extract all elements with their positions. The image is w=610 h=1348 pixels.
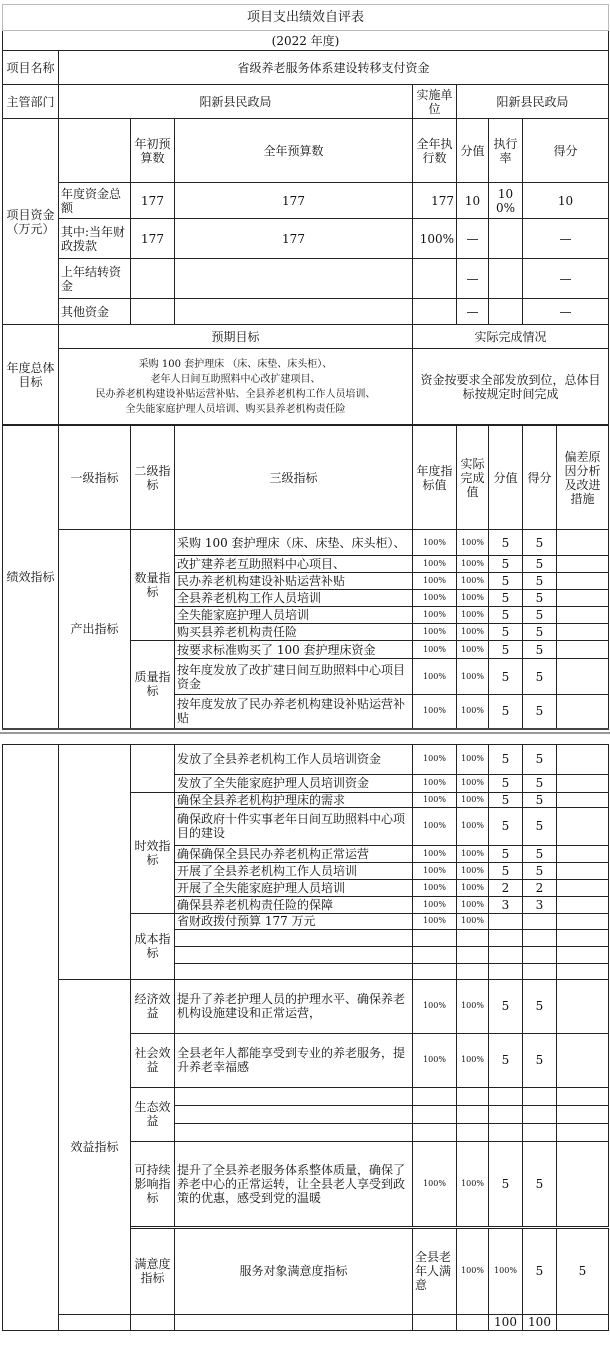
perf-row-score: 5 [523,744,557,774]
empty-cell [175,946,413,963]
quality-label: 质量指标 [131,641,175,729]
project-name-value: 省级养老服务体系建设转移支付资金 [59,51,609,85]
perf-row-text: 确保政府十件实事老年日间互助照料中心项目的建设 [175,807,413,845]
perf-row-text: 发放了全失能家庭护理人员培训资金 [175,774,413,792]
perf-level3-header: 三级指标 [175,426,413,530]
perf-row-deviation [557,774,609,792]
perf-row-actual: 100% [457,607,489,624]
perf-row-target: 100% [413,607,457,624]
perf-row-deviation [557,641,609,659]
service-label: 服务对象满意度指标 [175,1228,413,1314]
perf-row-actual: 100% [457,807,489,845]
funds-row-fullyear: 177 [175,219,413,259]
perf-row-target: 100% [413,1033,457,1087]
goals-expected-header: 预期目标 [59,325,413,349]
perf-row-text: 按年度发放了民办养老机构建设补贴运营补贴 [175,695,413,729]
perf-row-text: 提升了养老护理人员的护理水平、确保养老机构设施建设和正常运营， [175,979,413,1033]
perf-row-target: 100% [413,774,457,792]
goals-actual-header: 实际完成情况 [413,325,609,349]
empty-cell [557,963,609,979]
empty-cell [457,963,489,979]
perf-row-score: 5 [523,530,557,556]
perf-row-actual: 100% [457,744,489,774]
empty-cell [523,1123,557,1141]
perf-deviation-header: 偏差原因分析及改进措施 [557,426,609,530]
perf-row-text: 改扩建养老互助照料中心项目、 [175,556,413,573]
cost-label: 成本指标 [131,913,175,979]
perf-row-score: 5 [523,556,557,573]
empty-cell [457,929,489,946]
perf-row-score: 5 [523,845,557,862]
econ-label: 经济效益 [131,979,175,1033]
perf-row-score: 5 [523,607,557,624]
funds-blank [59,119,131,183]
empty-cell [557,1105,609,1123]
funds-row-executed: 100% [413,219,457,259]
perf-actual-header: 实际完成值 [457,426,489,530]
funds-row-execrate: 100% [489,183,523,219]
empty-cell [557,946,609,963]
perf-row-target: 100% [413,862,457,879]
funds-executed-header: 全年执行数 [413,119,457,183]
perf-row-actual: 100% [457,530,489,556]
perf-row-text: 确保确保全县民办养老机构正常运营 [175,845,413,862]
empty-cell [523,1087,557,1105]
empty-cell [175,1105,413,1123]
perf-row-text: 全县老年人满意 [413,1228,457,1314]
project-name-label: 项目名称 [3,51,59,85]
perf-row-deviation [557,807,609,845]
perf-row-deviation [557,1141,609,1226]
perf-row-actual: 100% [457,659,489,695]
perf-row-deviation [557,1033,609,1087]
funds-fullyear-header: 全年预算数 [175,119,413,183]
empty-cell [523,963,557,979]
perf-row-actual: 100% [457,641,489,659]
perf-row-value: 5 [489,556,523,573]
perf-level1-header: 一级指标 [59,426,131,530]
funds-row-score: — [523,219,609,259]
empty-cell [413,1087,457,1105]
funds-row-initial [131,259,175,299]
perf-value-header: 分值 [489,426,523,530]
timeliness-label: 时效指标 [131,792,175,913]
empty-cell [489,946,523,963]
empty-cell [457,1123,489,1141]
perf-row-score: 5 [523,659,557,695]
total-cell [413,1314,457,1330]
perf-row-text: 购买县养老机构责任险 [175,624,413,641]
perf-row-target: 100% [413,913,457,929]
funds-row-label: 其他资金 [59,299,131,325]
perf-row-actual: 100% [457,879,489,896]
perf-row-deviation [557,556,609,573]
perf-row-deviation [557,590,609,607]
perf-row-target: 100% [413,590,457,607]
perf-row-actual: 100% [457,792,489,807]
funds-row-fullyear: 177 [175,183,413,219]
perf-row-score: 5 [557,1228,609,1314]
perf-row-text: 开展了全失能家庭护理人员培训 [175,879,413,896]
funds-row-label: 年度资金总额 [59,183,131,219]
funds-row-scorevalue: 10 [457,183,489,219]
funds-row-executed [413,299,457,325]
perf-row-value: 5 [489,641,523,659]
output-label: 产出指标 [59,530,131,729]
empty-cell [489,1087,523,1105]
empty-cell [557,1123,609,1141]
empty-cell [489,1123,523,1141]
form-year: (2022 年度) [3,31,609,51]
funds-row-initial: 177 [131,183,175,219]
perf-row-value: 5 [489,774,523,792]
form-title: 项目支出绩效自评表 [3,5,609,31]
empty-cell [413,929,457,946]
perf-row-deviation [557,913,609,929]
perf-row-score: 5 [523,979,557,1033]
funds-score-header: 得分 [523,119,609,183]
satisfaction-label: 满意度指标 [131,1228,175,1314]
funds-row-fullyear [175,299,413,325]
perf-row-score: 5 [523,695,557,729]
total-cell [175,1314,413,1330]
perf-row-value: 5 [489,659,523,695]
perf-row-target: 100% [413,624,457,641]
perf-row-actual: 100% [457,913,489,929]
perf-row-deviation [557,879,609,896]
total-cell [457,1314,489,1330]
perf-row-target: 100% [413,641,457,659]
funds-label: 项目资金（万元） [3,119,59,325]
output-label-cont [59,744,131,979]
perf-row-target: 100% [413,556,457,573]
funds-row-scorevalue: — [457,219,489,259]
perf-row-deviation [557,862,609,879]
perf-row-deviation [557,792,609,807]
funds-row-scorevalue: — [457,299,489,325]
perf-row-value: 5 [489,1141,523,1226]
perf-table-lower [2,744,609,1331]
total-score: 100 [523,1314,557,1330]
empty-cell [457,1105,489,1123]
goals-expected-text: 采购 100 套护理床 （床、床垫、床头柜）、 老年人日间互助照料中心改扩建项目、 民办养老机构建设补贴运营补贴、全县养老机构工作人员培训、 全失能家庭护理人员培训、购买县养老机构责任险 [59,349,413,425]
empty-cell [413,1123,457,1141]
empty-cell [413,946,457,963]
perf-row-value: 5 [489,792,523,807]
funds-row-executed [413,259,457,299]
perf-row-target: 100% [413,573,457,590]
perf-row-value: 5 [489,1033,523,1087]
perf-row-value: 5 [523,1228,557,1314]
empty-cell [523,929,557,946]
dept-value: 阳新县民政局 [59,85,413,119]
perf-table-upper [2,425,609,730]
total-cell [59,1314,131,1330]
perf-row-text: 发放了全县养老机构工作人员培训资金 [175,744,413,774]
perf-row-actual: 100% [457,556,489,573]
perf-row-score: 5 [523,641,557,659]
perf-row-text: 确保县养老机构责任险的保障 [175,896,413,913]
sustain-label: 可持续影响指标 [131,1141,175,1226]
perf-row-score: 5 [523,1141,557,1226]
perf-row-deviation [557,695,609,729]
social-label: 社会效益 [131,1033,175,1087]
perf-row-text: 开展了全县养老机构工作人员培训 [175,862,413,879]
perf-row-deviation [557,530,609,556]
impl-value: 阳新县民政局 [457,85,609,119]
funds-row-fullyear [175,259,413,299]
perf-row-target: 100% [413,807,457,845]
perf-row-target: 100% [413,744,457,774]
perf-row-value: 5 [489,573,523,590]
empty-cell [557,1087,609,1105]
funds-row-score: 10 [523,183,609,219]
perf-row-target: 100% [413,792,457,807]
perf-row-deviation [557,744,609,774]
perf-row-deviation [557,979,609,1033]
funds-row-execrate [489,299,523,325]
perf-row-actual: 100% [457,590,489,607]
perf-row-actual: 100% [457,573,489,590]
empty-cell [489,963,523,979]
perf-row-deviation [557,624,609,641]
perf-row-score: 5 [523,807,557,845]
perf-row-target: 100% [413,879,457,896]
goals-label: 年度总体目标 [3,325,59,425]
perf-row-value: 5 [489,607,523,624]
empty-cell [175,963,413,979]
perf-row-score: 5 [523,573,557,590]
total-value: 100 [489,1314,523,1330]
dept-label: 主管部门 [3,85,59,119]
perf-row-target: 100% [413,845,457,862]
perf-row-text: 民办养老机构建设补贴运营补贴 [175,573,413,590]
funds-row-execrate [489,259,523,299]
perf-row-actual: 100% [457,1033,489,1087]
funds-row-label: 上年结转资金 [59,259,131,299]
empty-cell [489,929,523,946]
empty-cell [413,1105,457,1123]
perf-label: 绩效指标 [3,426,59,729]
funds-row-execrate [489,219,523,259]
perf-row-value: 5 [489,979,523,1033]
perf-row-text: 按要求标准购买了 100 套护理床资金 [175,641,413,659]
perf-row-text: 采购 100 套护理床（床、床垫、床头柜）、 [175,530,413,556]
perf-row-score: 5 [523,590,557,607]
empty-cell [175,1123,413,1141]
perf-row-deviation [557,607,609,624]
perf-target-header: 年度指标值 [413,426,457,530]
perf-row-target: 100% [413,979,457,1033]
perf-row-score: 5 [523,1033,557,1087]
empty-cell [523,946,557,963]
perf-row-actual: 100% [457,896,489,913]
funds-row-initial [131,299,175,325]
perf-row-value: 5 [489,862,523,879]
perf-row-target: 100% [413,659,457,695]
empty-cell [557,929,609,946]
page-break [0,732,610,744]
empty-cell [457,946,489,963]
empty-cell [523,1105,557,1123]
perf-row-value: 5 [489,695,523,729]
perf-score-header: 得分 [523,426,557,530]
perf-row-score: 3 [523,896,557,913]
perf-row-target: 100% [413,530,457,556]
funds-row-score: — [523,299,609,325]
perf-level2-header: 二级指标 [131,426,175,530]
funds-row-initial: 177 [131,219,175,259]
funds-initial-header: 年初预算数 [131,119,175,183]
perf-row-value: 5 [489,590,523,607]
perf-row-score [523,913,557,929]
perf-row-deviation [557,896,609,913]
total-cell [131,1314,175,1330]
perf-row-score: 5 [523,792,557,807]
perf-row-value: 2 [489,879,523,896]
perf-row-text: 提升了全县养老服务体系整体质量，确保了养老中心的正常运转，让全县老人享受到政策的优惠，感受到党的温暖 [175,1141,413,1226]
perf-row-value: 5 [489,530,523,556]
perf-row-actual: 100% [457,774,489,792]
perf-row-deviation [557,659,609,695]
perf-row-actual: 100% [457,624,489,641]
total-cell [557,1314,609,1330]
perf-row-value [489,913,523,929]
perf-row-target: 100% [413,695,457,729]
perf-row-actual: 100% [457,979,489,1033]
perf-row-value: 5 [489,845,523,862]
perf-row-score: 5 [523,624,557,641]
perf-row-target: 100% [413,1141,457,1226]
empty-cell [457,1087,489,1105]
perf-label-cont [3,744,59,1330]
perf-row-actual: 100% [457,845,489,862]
benefit-label: 效益指标 [59,979,131,1314]
quality-label-cont [131,744,175,792]
perf-row-target: 100% [413,896,457,913]
perf-row-score: 5 [523,862,557,879]
goals-actual-text: 资金按要求全部发放到位，总体目标按规定时间完成 [413,349,609,425]
perf-row-text: 按年度发放了改扩建日间互助照料中心项目资金 [175,659,413,695]
impl-label: 实施单位 [413,85,457,119]
perf-row-target: 100% [457,1228,489,1314]
funds-scorevalue-header: 分值 [457,119,489,183]
empty-cell [175,929,413,946]
funds-execrate-header: 执行率 [489,119,523,183]
perf-row-actual: 100% [489,1228,523,1314]
perf-row-deviation [557,845,609,862]
perf-row-value: 5 [489,807,523,845]
perf-row-actual: 100% [457,862,489,879]
empty-cell [175,1087,413,1105]
perf-row-text: 全失能家庭护理人员培训 [175,607,413,624]
perf-row-score: 2 [523,879,557,896]
evaluation-table-upper [2,4,609,425]
perf-row-text: 全县养老机构工作人员培训 [175,590,413,607]
perf-row-value: 5 [489,744,523,774]
empty-cell [413,963,457,979]
qty-label: 数量指标 [131,530,175,641]
perf-row-actual: 100% [457,695,489,729]
perf-row-actual: 100% [457,1141,489,1226]
eco-label: 生态效益 [131,1087,175,1141]
perf-row-text: 确保全县养老机构护理床的需求 [175,792,413,807]
perf-row-text: 省财政拨付预算 177 万元 [175,913,413,929]
funds-row-scorevalue: — [457,259,489,299]
empty-cell [489,1105,523,1123]
perf-row-deviation [557,573,609,590]
funds-row-executed: 177 [413,183,457,219]
perf-row-score: 5 [523,774,557,792]
perf-row-value: 5 [489,624,523,641]
funds-row-score: — [523,259,609,299]
funds-row-label: 其中:当年财政拨款 [59,219,131,259]
perf-row-text: 全县老年人都能享受到专业的养老服务，提升养老幸福感 [175,1033,413,1087]
perf-row-value: 3 [489,896,523,913]
